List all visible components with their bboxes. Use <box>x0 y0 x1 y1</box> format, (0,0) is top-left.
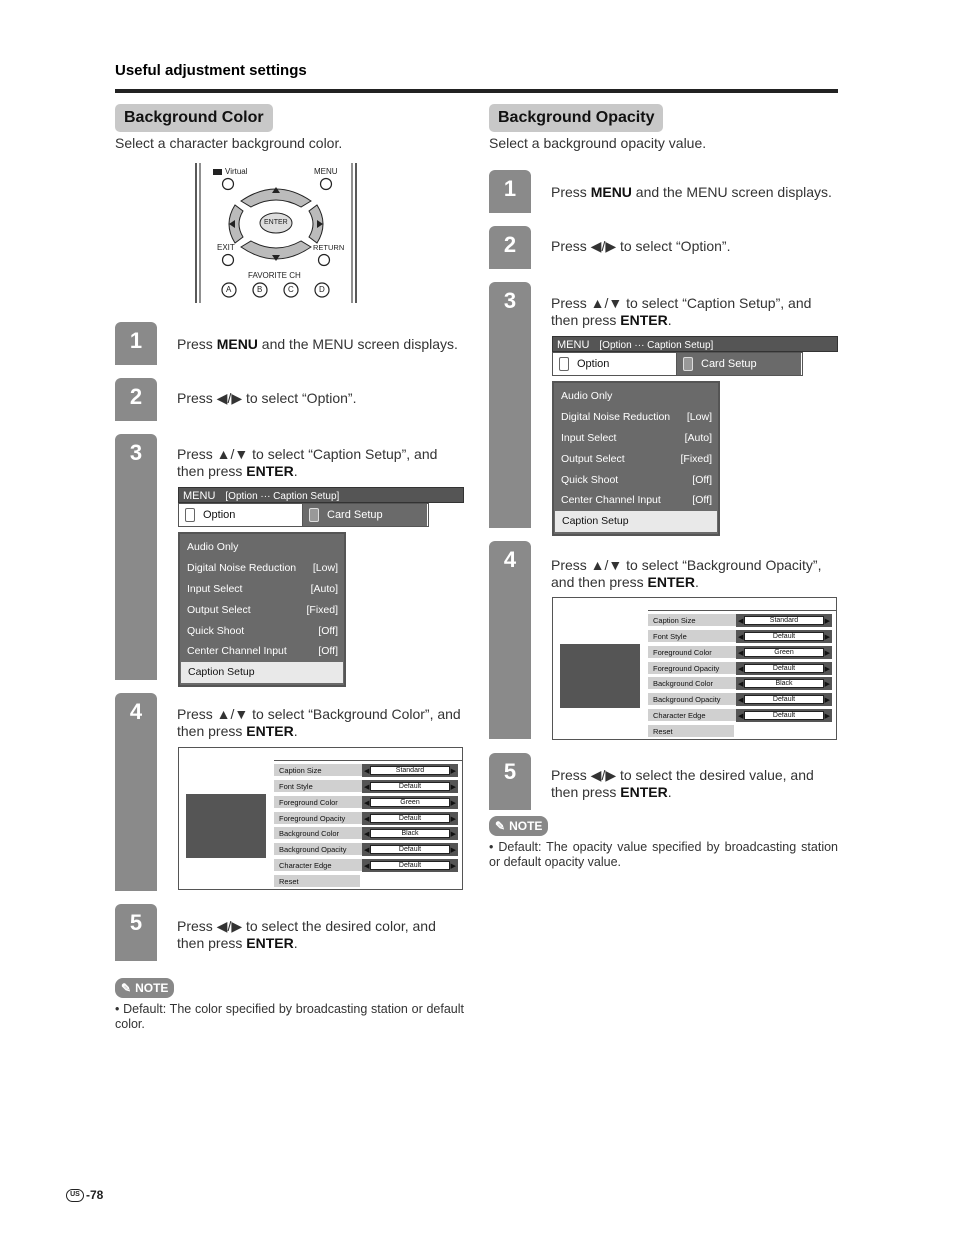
right-step-3-text: Press ▲/▼ to select “Caption Setup”, and then press ENTER. <box>551 295 812 328</box>
menu-item: Quick Shoot [Off] <box>187 624 338 637</box>
caption-preview <box>560 644 640 708</box>
left-step-1-number: 1 <box>115 322 157 365</box>
caption-row: Font Style ◀ Default ▶ <box>274 780 458 793</box>
caption-row: Character Edge ◀ Default ▶ <box>648 709 832 722</box>
remote-favorite-label: FAVORITE CH <box>248 271 301 280</box>
menu-item: Quick Shoot [Off] <box>561 473 712 486</box>
remote-virtual-label: Virtual <box>225 167 248 176</box>
caption-row: Background Color ◀ Black ▶ <box>274 827 458 840</box>
remote-btn-c: C <box>288 285 294 294</box>
menu-header: MENU [Option ··· Caption Setup] <box>178 487 464 503</box>
remote-enter-label: ENTER <box>264 219 288 226</box>
caption-row: Background Color ◀ Black ▶ <box>648 677 832 690</box>
menu-tabs <box>178 503 429 527</box>
card-icon <box>309 508 319 522</box>
left-intro: Select a character background color. <box>115 135 343 151</box>
menu-item: Digital Noise Reduction [Low] <box>187 562 338 575</box>
left-note-text: • Default: The color specified by broadcasting station or default color. <box>115 1002 464 1031</box>
menu-item: Input Select [Auto] <box>187 582 338 595</box>
left-step-2-number: 2 <box>115 378 157 421</box>
left-step-4-number: 4 <box>115 693 157 891</box>
menu-item: Input Select [Auto] <box>561 431 712 444</box>
right-step-3-number: 3 <box>489 282 531 528</box>
right-menu-screen <box>552 336 838 536</box>
right-caption-screen <box>552 597 837 740</box>
left-step-4-text: Press ▲/▼ to select “Background Color”, and then press ENTER. <box>177 706 461 739</box>
menu-item: Audio Only <box>187 541 239 554</box>
left-note-badge: ✎ NOTE <box>115 978 174 998</box>
right-step-4-number: 4 <box>489 541 531 739</box>
caption-row: Foreground Opacity ◀ Default ▶ <box>648 662 832 675</box>
right-step-4-text: Press ▲/▼ to select “Background Opacity”, and then press ENTER. <box>551 557 822 590</box>
right-intro: Select a background opacity value. <box>489 135 707 151</box>
option-icon <box>559 357 569 371</box>
menu-list <box>178 532 346 687</box>
right-step-2-number: 2 <box>489 226 531 269</box>
remote-return-label: RETURN <box>313 243 345 252</box>
tab-card-setup: Card Setup <box>303 504 427 526</box>
right-step-1-text: Press MENU and the MENU screen displays. <box>551 184 832 200</box>
caption-reset: Reset <box>274 875 360 888</box>
left-step-2-text: Press ◀/▶ to select “Option”. <box>177 390 357 406</box>
pencil-icon: ✎ <box>121 981 132 995</box>
remote-btn-d: D <box>319 285 325 294</box>
card-icon <box>683 357 693 371</box>
caption-row: Caption Size ◀ Standard ▶ <box>274 764 458 777</box>
caption-row: Font Style ◀ Default ▶ <box>648 630 832 643</box>
remote-btn-b: B <box>257 285 263 294</box>
top-rule <box>115 89 838 93</box>
tab-card-setup: Card Setup <box>677 353 801 375</box>
remote-svg <box>195 163 357 303</box>
left-step-5-text: Press ◀/▶ to select the desired color, and then press ENTER. <box>177 918 436 951</box>
left-caption-screen <box>178 747 463 890</box>
menu-item-selected: Caption Setup <box>555 511 717 532</box>
caption-row: Caption Size ◀ Standard ▶ <box>648 614 832 627</box>
option-icon <box>185 508 195 522</box>
left-menu-screen <box>178 487 464 687</box>
menu-item: Digital Noise Reduction [Low] <box>561 411 712 424</box>
menu-list <box>552 381 720 536</box>
caption-reset: Reset <box>648 725 734 738</box>
caption-row: Foreground Color ◀ Green ▶ <box>274 796 458 809</box>
menu-item-selected: Caption Setup <box>181 662 343 683</box>
right-note-badge: ✎ NOTE <box>489 816 548 836</box>
menu-item: Audio Only <box>561 390 613 403</box>
right-step-5-text: Press ◀/▶ to select the desired value, and then press ENTER. <box>551 767 814 800</box>
right-step-5-number: 5 <box>489 753 531 810</box>
tab-option: Option <box>179 504 303 526</box>
caption-row: Foreground Opacity ◀ Default ▶ <box>274 812 458 825</box>
remote-illustration <box>195 163 357 303</box>
left-step-3-text: Press ▲/▼ to select “Caption Setup”, and then press ENTER. <box>177 446 438 479</box>
tab-option: Option <box>553 353 677 375</box>
right-step-1-number: 1 <box>489 170 531 213</box>
caption-row: Background Opacity ◀ Default ▶ <box>274 843 458 856</box>
caption-row: Character Edge ◀ Default ▶ <box>274 859 458 872</box>
caption-preview <box>186 794 266 858</box>
menu-item: Center Channel Input [Off] <box>561 494 712 507</box>
remote-btn-a: A <box>226 285 232 294</box>
menu-item: Output Select [Fixed] <box>187 603 338 616</box>
section-title: Useful adjustment settings <box>115 62 307 79</box>
us-region-icon: US <box>66 1189 84 1202</box>
left-step-3-number: 3 <box>115 434 157 680</box>
menu-item: Center Channel Input [Off] <box>187 645 338 658</box>
menu-header: MENU [Option ··· Caption Setup] <box>552 336 838 352</box>
page-number: US -78 <box>66 1188 103 1202</box>
left-step-1-text: Press MENU and the MENU screen displays. <box>177 336 458 352</box>
remote-menu-label: MENU <box>314 167 338 176</box>
caption-row: Background Opacity ◀ Default ▶ <box>648 693 832 706</box>
menu-tabs <box>552 352 803 376</box>
left-step-5-number: 5 <box>115 904 157 961</box>
remote-exit-label: EXIT <box>217 243 235 252</box>
caption-row: Foreground Color ◀ Green ▶ <box>648 646 832 659</box>
pencil-icon: ✎ <box>495 819 506 833</box>
right-step-2-text: Press ◀/▶ to select “Option”. <box>551 238 731 254</box>
right-note-text: • Default: The opacity value specified by broadcasting station or default opacity value. <box>489 840 838 869</box>
right-title: Background Opacity <box>489 104 663 132</box>
menu-item: Output Select [Fixed] <box>561 452 712 465</box>
left-title: Background Color <box>115 104 273 132</box>
